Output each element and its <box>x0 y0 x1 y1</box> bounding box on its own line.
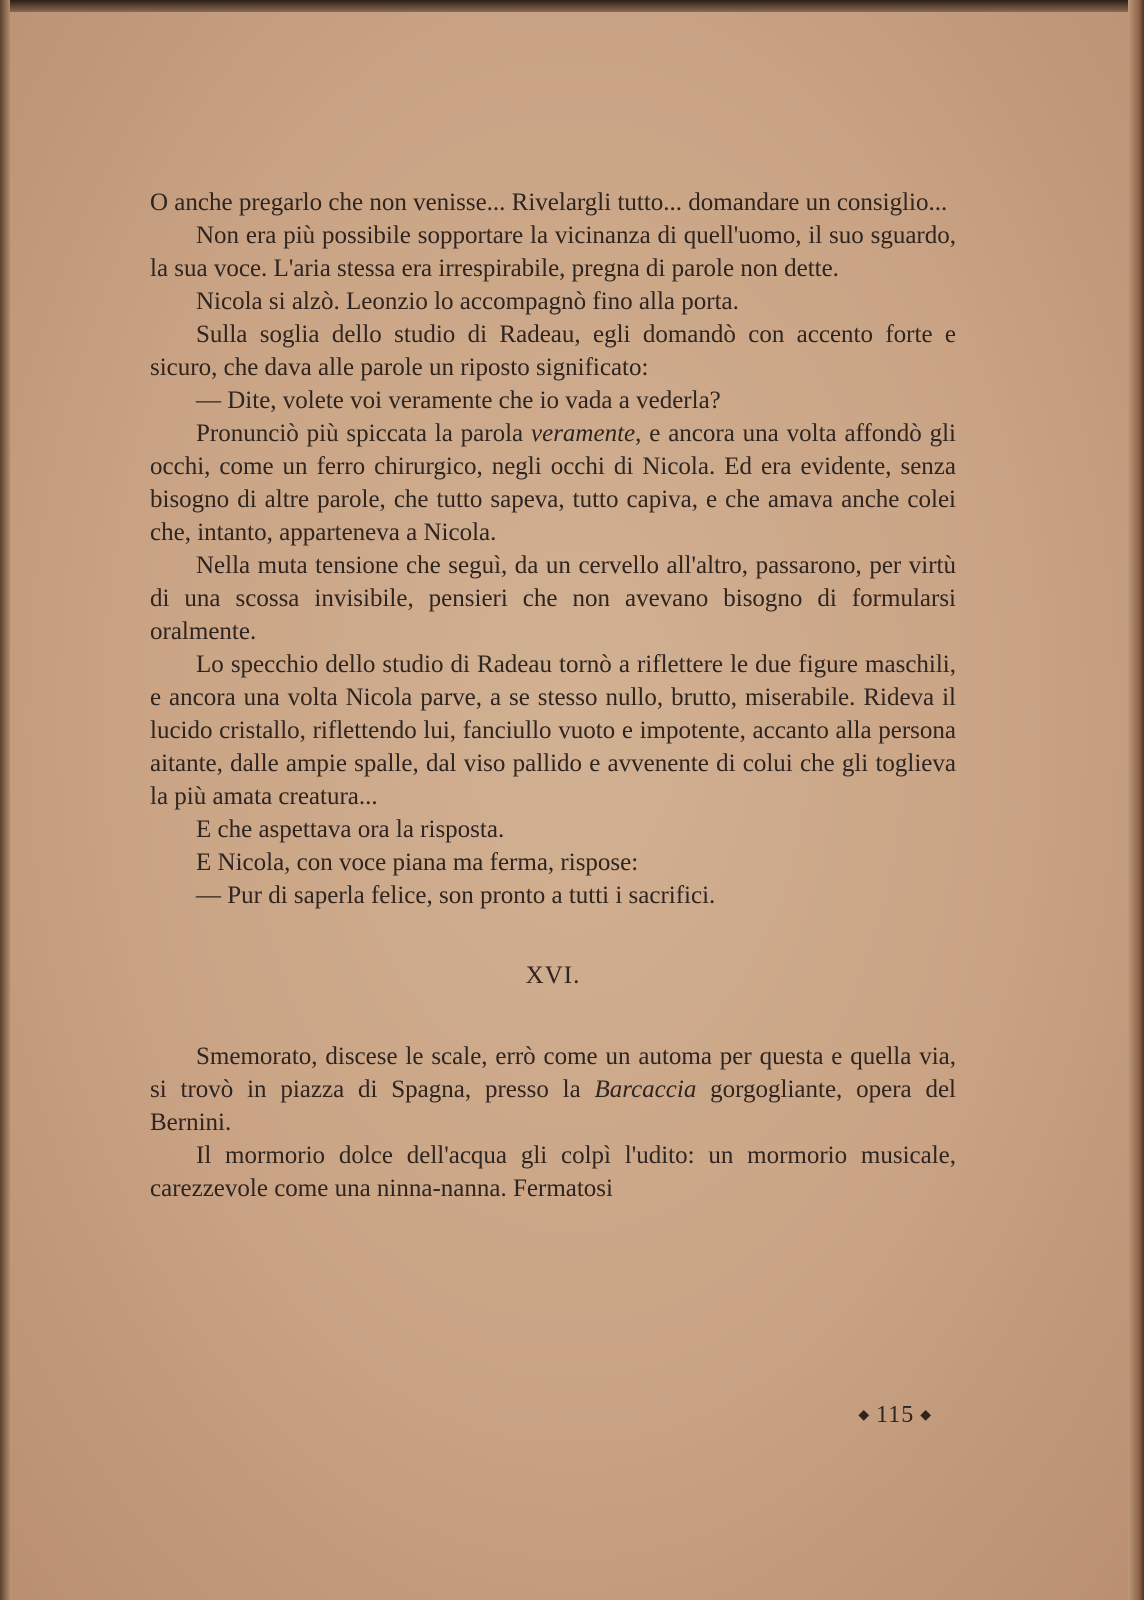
paragraph: O anche pregarlo che non venisse... Rivelargli tutto... domandare un consiglio... <box>150 189 948 216</box>
paragraph: Lo specchio dello studio di Radeau tornò a riflettere le due figure maschili, e ancora una volta Nicola parve, a se stesso nullo, brutto, miserabile. Rideva il lucido cristallo, riflettendo lui, fanciullo vuoto e impotente, accanto alla persona aitante, dalle ampie spalle, dal viso pallido e avvenente di colui che gli toglieva la più amata creatura... <box>150 651 956 810</box>
paragraph: Il mormorio dolce dell'acqua gli colpì l'udito: un mormorio musicale, carezzevole come una ninna-nanna. Fermatosi <box>150 1142 956 1202</box>
page-number-text: 115 <box>876 1402 915 1428</box>
italic-word: Barcaccia <box>594 1076 697 1103</box>
page-number <box>852 1402 938 1429</box>
paragraph <box>150 417 956 549</box>
body-text <box>150 186 956 1205</box>
italic-word: veramente <box>531 420 636 447</box>
page-right-edge <box>1128 0 1144 1600</box>
paragraph: E che aspettava ora la risposta. <box>196 816 505 843</box>
page-left-edge <box>0 0 10 1600</box>
chapter-heading: XVI. <box>525 962 581 989</box>
paragraph: Sulla soglia dello studio di Radeau, egli domandò con accento forte e sicuro, che dava alle parole un riposto significato: <box>150 321 956 381</box>
paragraph: Non era più possibile sopportare la vicinanza di quell'uomo, il suo sguardo, la sua voce. L'aria stessa era irrespirabile, pregna di parole non dette. <box>150 222 956 282</box>
paragraph: E Nicola, con voce piana ma ferma, rispose: <box>196 849 639 876</box>
dialogue-line: — Pur di saperla felice, son pronto a tutti i sacrifici. <box>196 882 716 909</box>
paragraph-text: , e ancora una volta affondò gli occhi, come un ferro chirurgico, negli occhi di Nicola. Ed era evidente, senza bisogno di altre parole, che tutto sapeva, tutto capiva, e che amava anche colei che, intanto, apparteneva a Nicola. <box>150 420 957 546</box>
paragraph: Nicola si alzò. Leonzio lo accompagnò fino alla porta. <box>196 288 739 315</box>
paragraph-text: gorgogliante, opera del Bernini. <box>150 1076 957 1136</box>
page-top-edge <box>0 0 1144 12</box>
diamond-ornament-icon: ◆ <box>858 1408 871 1423</box>
diamond-ornament-icon: ◆ <box>920 1408 932 1423</box>
paragraph <box>150 1040 956 1139</box>
paragraph-text: Pronunciò più spiccata la parola <box>196 420 532 447</box>
paragraph-text: Smemorato, discese le scale, errò come un automa per questa e quella via, si trovò in piazza di Spagna, presso la <box>150 1043 956 1103</box>
paragraph: Nella muta tensione che seguì, da un cervello all'altro, passarono, per virtù di una scossa invisibile, pensieri che non avevano bisogno di formularsi oralmente. <box>150 552 956 645</box>
dialogue-line: — Dite, volete voi veramente che io vada a vederla? <box>196 387 721 414</box>
